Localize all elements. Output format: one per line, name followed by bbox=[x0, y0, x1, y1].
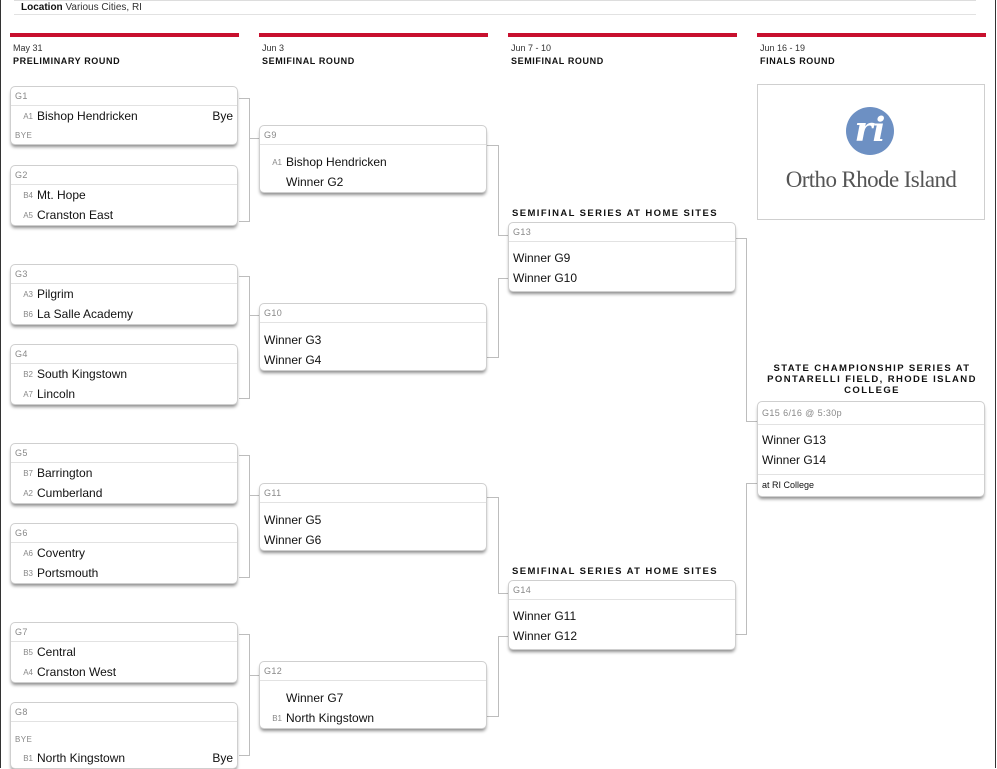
connector bbox=[249, 276, 250, 399]
location-label: Location bbox=[21, 2, 63, 13]
header-divider bbox=[14, 14, 976, 15]
sponsor-monogram-icon bbox=[846, 107, 894, 155]
connector bbox=[249, 495, 259, 496]
team-seed: B2 bbox=[23, 369, 33, 379]
team-seed: A2 bbox=[23, 488, 33, 498]
round-date: Jun 3 bbox=[262, 43, 285, 53]
accent-bar bbox=[508, 33, 737, 37]
connector bbox=[487, 145, 498, 146]
game-card-g9[interactable] bbox=[259, 125, 487, 193]
team-name: Coventry bbox=[37, 546, 86, 560]
game-card-g11[interactable] bbox=[259, 483, 487, 551]
team-name: Winner G4 bbox=[264, 353, 322, 367]
connector bbox=[498, 145, 499, 235]
team-row[interactable] bbox=[11, 463, 237, 483]
column-header-semifinal-2 bbox=[508, 33, 737, 66]
game-card-g4[interactable] bbox=[10, 344, 238, 405]
frame-left-border bbox=[0, 0, 1, 768]
team-row[interactable] bbox=[11, 662, 237, 682]
team-row[interactable] bbox=[11, 185, 237, 205]
team-seed: A1 bbox=[272, 157, 282, 167]
game-id: G6 bbox=[11, 524, 237, 543]
team-name: Winner G5 bbox=[264, 513, 322, 527]
top-divider bbox=[14, 0, 976, 1]
team-name: Cumberland bbox=[37, 486, 103, 500]
team-row[interactable] bbox=[11, 364, 237, 384]
game-id: G11 bbox=[260, 484, 486, 503]
game-card-g2[interactable] bbox=[10, 165, 238, 226]
game-id: G5 bbox=[11, 444, 237, 463]
connector bbox=[239, 455, 249, 456]
connector bbox=[498, 278, 508, 279]
team-name: North Kingstown bbox=[286, 711, 375, 725]
championship-label: STATE CHAMPIONSHIP SERIES AT PONTARELLI FIELD, RHODE ISLAND COLLEGE bbox=[767, 363, 977, 396]
team-seed: B3 bbox=[23, 568, 33, 578]
team-seed: A4 bbox=[23, 667, 33, 677]
team-name: Cranston East bbox=[37, 208, 114, 222]
connector bbox=[239, 98, 249, 99]
connector bbox=[487, 357, 498, 358]
team-row[interactable] bbox=[11, 642, 237, 662]
game-id: G15 6/16 @ 5:30p bbox=[758, 402, 984, 425]
round-date: May 31 bbox=[13, 43, 43, 53]
series-label-g13: SEMIFINAL SERIES AT HOME SITES bbox=[512, 208, 718, 219]
connector bbox=[249, 315, 259, 316]
team-row[interactable] bbox=[11, 304, 237, 324]
column-header-finals bbox=[757, 33, 986, 66]
connector bbox=[249, 455, 250, 578]
game-id: G3 bbox=[11, 265, 237, 284]
connector bbox=[498, 636, 508, 637]
team-row[interactable] bbox=[11, 483, 237, 503]
connector bbox=[239, 755, 249, 756]
round-title: SEMIFINAL ROUND bbox=[262, 56, 355, 66]
team-seed: B5 bbox=[23, 647, 33, 657]
team-row[interactable] bbox=[260, 530, 486, 550]
team-seed: B4 bbox=[23, 190, 33, 200]
round-date: Jun 16 - 19 bbox=[760, 43, 806, 53]
game-card-g12[interactable] bbox=[259, 661, 487, 729]
frame-right-border bbox=[995, 0, 996, 768]
team-seed: B7 bbox=[23, 468, 33, 478]
connector bbox=[498, 278, 499, 358]
team-row[interactable] bbox=[11, 284, 237, 304]
team-name: Winner G13 bbox=[762, 433, 827, 447]
team-seed: B6 bbox=[23, 309, 33, 319]
team-name: Winner G7 bbox=[286, 691, 344, 705]
team-row[interactable] bbox=[260, 172, 486, 192]
connector bbox=[239, 276, 249, 277]
team-name: Lincoln bbox=[37, 387, 76, 401]
team-row[interactable] bbox=[11, 748, 237, 768]
team-name: Winner G6 bbox=[264, 533, 322, 547]
sponsor-name: Ortho Rhode Island bbox=[785, 167, 957, 192]
team-seed: B1 bbox=[272, 713, 282, 723]
game-card-g8[interactable] bbox=[10, 702, 238, 769]
game-id: G14 bbox=[509, 581, 735, 600]
team-name: Bishop Hendricken bbox=[37, 109, 138, 123]
connector bbox=[249, 675, 259, 676]
connector bbox=[746, 483, 757, 484]
column-header-preliminary bbox=[10, 33, 239, 66]
team-name: Winner G2 bbox=[286, 175, 344, 189]
team-row[interactable] bbox=[509, 626, 735, 646]
column-header-semifinal-1 bbox=[259, 33, 488, 66]
team-name: North Kingstown bbox=[37, 751, 126, 765]
bye-row bbox=[11, 126, 237, 144]
game-venue: at RI College bbox=[758, 474, 984, 496]
team-name: South Kingstown bbox=[37, 367, 128, 381]
sponsor-monogram: ri bbox=[854, 110, 886, 150]
connector bbox=[249, 98, 250, 222]
game-card-g3[interactable] bbox=[10, 264, 238, 325]
accent-bar bbox=[259, 33, 488, 37]
round-date: Jun 7 - 10 bbox=[511, 43, 552, 53]
game-card-g13[interactable] bbox=[508, 222, 736, 292]
team-row[interactable] bbox=[758, 430, 984, 450]
bye-row bbox=[11, 722, 237, 748]
round-title: SEMIFINAL ROUND bbox=[511, 56, 604, 66]
team-seed: B1 bbox=[23, 753, 33, 763]
team-name: La Salle Academy bbox=[37, 307, 134, 321]
round-title: FINALS ROUND bbox=[760, 56, 836, 66]
team-row[interactable] bbox=[260, 510, 486, 530]
team-result: Bye bbox=[212, 109, 233, 123]
team-name: Mt. Hope bbox=[37, 188, 86, 202]
connector bbox=[487, 716, 498, 717]
game-card-g1[interactable] bbox=[10, 86, 238, 145]
game-id: G12 bbox=[260, 662, 486, 681]
connector bbox=[736, 238, 746, 239]
team-name: Winner G3 bbox=[264, 333, 322, 347]
team-name: Bishop Hendricken bbox=[286, 155, 387, 169]
team-row[interactable] bbox=[260, 708, 486, 728]
team-row[interactable] bbox=[509, 248, 735, 268]
connector bbox=[498, 593, 508, 594]
game-card-g5[interactable] bbox=[10, 443, 238, 504]
connector bbox=[239, 221, 249, 222]
series-label-g14: SEMIFINAL SERIES AT HOME SITES bbox=[512, 566, 718, 577]
team-seed: A3 bbox=[23, 289, 33, 299]
connector bbox=[736, 634, 746, 635]
connector bbox=[746, 483, 747, 635]
connector bbox=[746, 421, 757, 422]
game-id: G8 bbox=[11, 703, 237, 722]
team-name: Winner G11 bbox=[513, 609, 577, 623]
connector bbox=[746, 238, 747, 421]
game-id: G13 bbox=[509, 223, 735, 242]
connector bbox=[239, 577, 249, 578]
team-row[interactable] bbox=[11, 563, 237, 583]
connector bbox=[249, 138, 259, 139]
sponsor-logo[interactable] bbox=[757, 84, 985, 220]
connector bbox=[249, 634, 250, 756]
game-id: G2 bbox=[11, 166, 237, 185]
team-row[interactable] bbox=[509, 606, 735, 626]
team-name: Winner G9 bbox=[513, 251, 571, 265]
game-id: G4 bbox=[11, 345, 237, 364]
location-info bbox=[21, 2, 142, 13]
team-row[interactable] bbox=[509, 268, 735, 288]
team-row[interactable] bbox=[758, 450, 984, 470]
connector bbox=[498, 235, 508, 236]
team-name: Barrington bbox=[37, 466, 93, 480]
round-title: PRELIMINARY ROUND bbox=[13, 56, 121, 66]
team-row[interactable] bbox=[11, 205, 237, 225]
accent-bar bbox=[10, 33, 239, 37]
team-row[interactable] bbox=[260, 350, 486, 370]
connector bbox=[487, 497, 498, 498]
team-seed: A1 bbox=[23, 111, 33, 121]
game-card-g15[interactable] bbox=[757, 401, 985, 497]
team-name: Pilgrim bbox=[37, 287, 74, 301]
team-name: Portsmouth bbox=[37, 566, 99, 580]
team-name: Central bbox=[37, 645, 76, 659]
location-value: Various Cities, RI bbox=[65, 2, 142, 13]
connector bbox=[498, 497, 499, 594]
team-name: Winner G14 bbox=[762, 453, 827, 467]
game-id: G1 bbox=[11, 87, 237, 106]
team-seed: A7 bbox=[23, 389, 33, 399]
connector bbox=[239, 634, 249, 635]
team-name: Winner G12 bbox=[513, 629, 578, 643]
team-row[interactable] bbox=[260, 330, 486, 350]
team-name: Winner G10 bbox=[513, 271, 578, 285]
game-card-g7[interactable] bbox=[10, 622, 238, 683]
game-id: G7 bbox=[11, 623, 237, 642]
game-card-g10[interactable] bbox=[259, 303, 487, 371]
game-card-g6[interactable] bbox=[10, 523, 238, 584]
bye-label: BYE bbox=[15, 130, 33, 140]
game-id: G10 bbox=[260, 304, 486, 323]
team-row[interactable] bbox=[260, 152, 486, 172]
team-result: Bye bbox=[212, 751, 233, 765]
team-seed: A6 bbox=[23, 548, 33, 558]
team-name: Cranston West bbox=[37, 665, 117, 679]
connector bbox=[239, 398, 249, 399]
bye-label: BYE bbox=[15, 734, 33, 744]
game-id: G9 bbox=[260, 126, 486, 145]
team-seed: A5 bbox=[23, 210, 33, 220]
team-row[interactable] bbox=[11, 384, 237, 404]
team-row[interactable] bbox=[260, 688, 486, 708]
game-card-g14[interactable] bbox=[508, 580, 736, 650]
connector bbox=[498, 636, 499, 717]
team-row[interactable] bbox=[11, 543, 237, 563]
accent-bar bbox=[757, 33, 986, 37]
team-row[interactable] bbox=[11, 106, 237, 126]
